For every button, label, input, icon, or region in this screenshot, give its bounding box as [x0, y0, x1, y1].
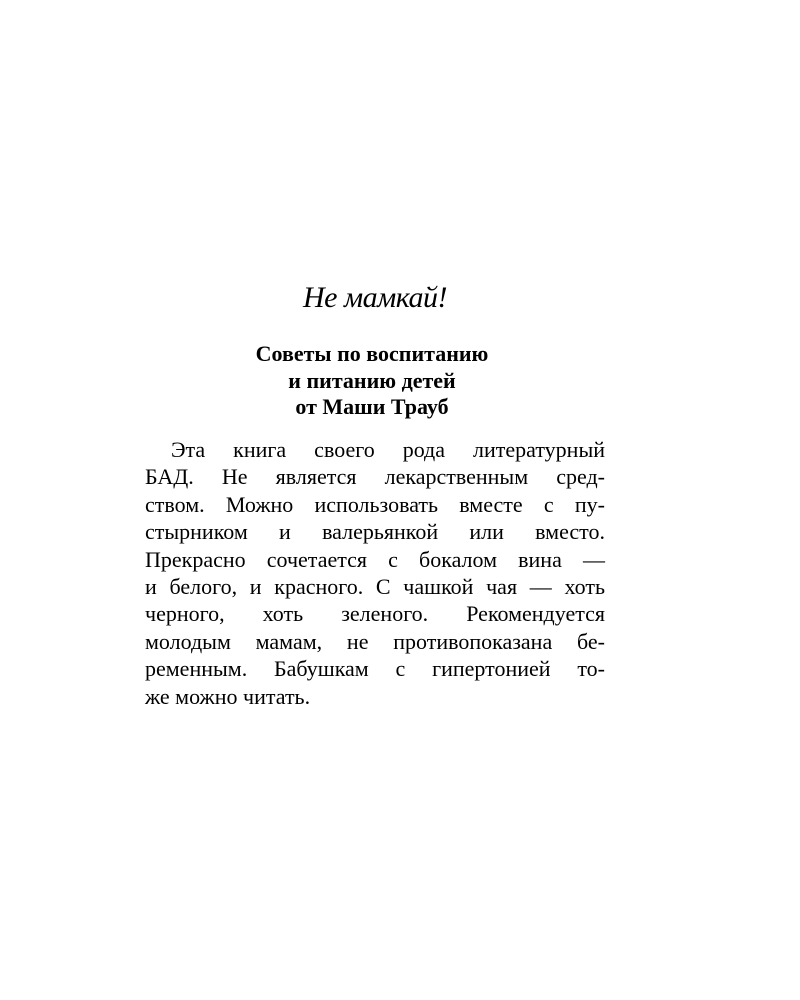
- annotation-paragraph: [145, 436, 605, 710]
- paragraph-line-3: ством. Можно использовать вместе с пу-: [145, 491, 605, 517]
- book-subtitle: [0, 341, 744, 421]
- paragraph-line-1: Эта книга своего рода литературный: [171, 437, 605, 462]
- subtitle-line-1: Советы по воспитанию: [255, 341, 489, 366]
- paragraph-line-4: стырником и валерьянкой или вместо.: [145, 519, 605, 545]
- subtitle-line-3: от Маши Трауб: [295, 394, 449, 419]
- paragraph-line-9: ременным. Бабушкам с гипертонией то-: [145, 656, 605, 682]
- paragraph-line-8: молодым мамам, не противопоказана бе-: [145, 628, 605, 654]
- paragraph-line-7: черного, хоть зеленого. Рекомендуется: [145, 601, 605, 627]
- paragraph-line-10: же можно читать.: [145, 683, 311, 709]
- paragraph-line-5: Прекрасно сочетается с бокалом вина —: [145, 546, 605, 572]
- book-title: Не мамкай!: [302, 281, 448, 314]
- paragraph-line-2: БАД. Не является лекарственным сред-: [145, 464, 605, 490]
- subtitle-line-2: и питанию детей: [288, 367, 456, 393]
- paragraph-line-6: и белого, и красного. С чашкой чая — хоть: [145, 573, 605, 599]
